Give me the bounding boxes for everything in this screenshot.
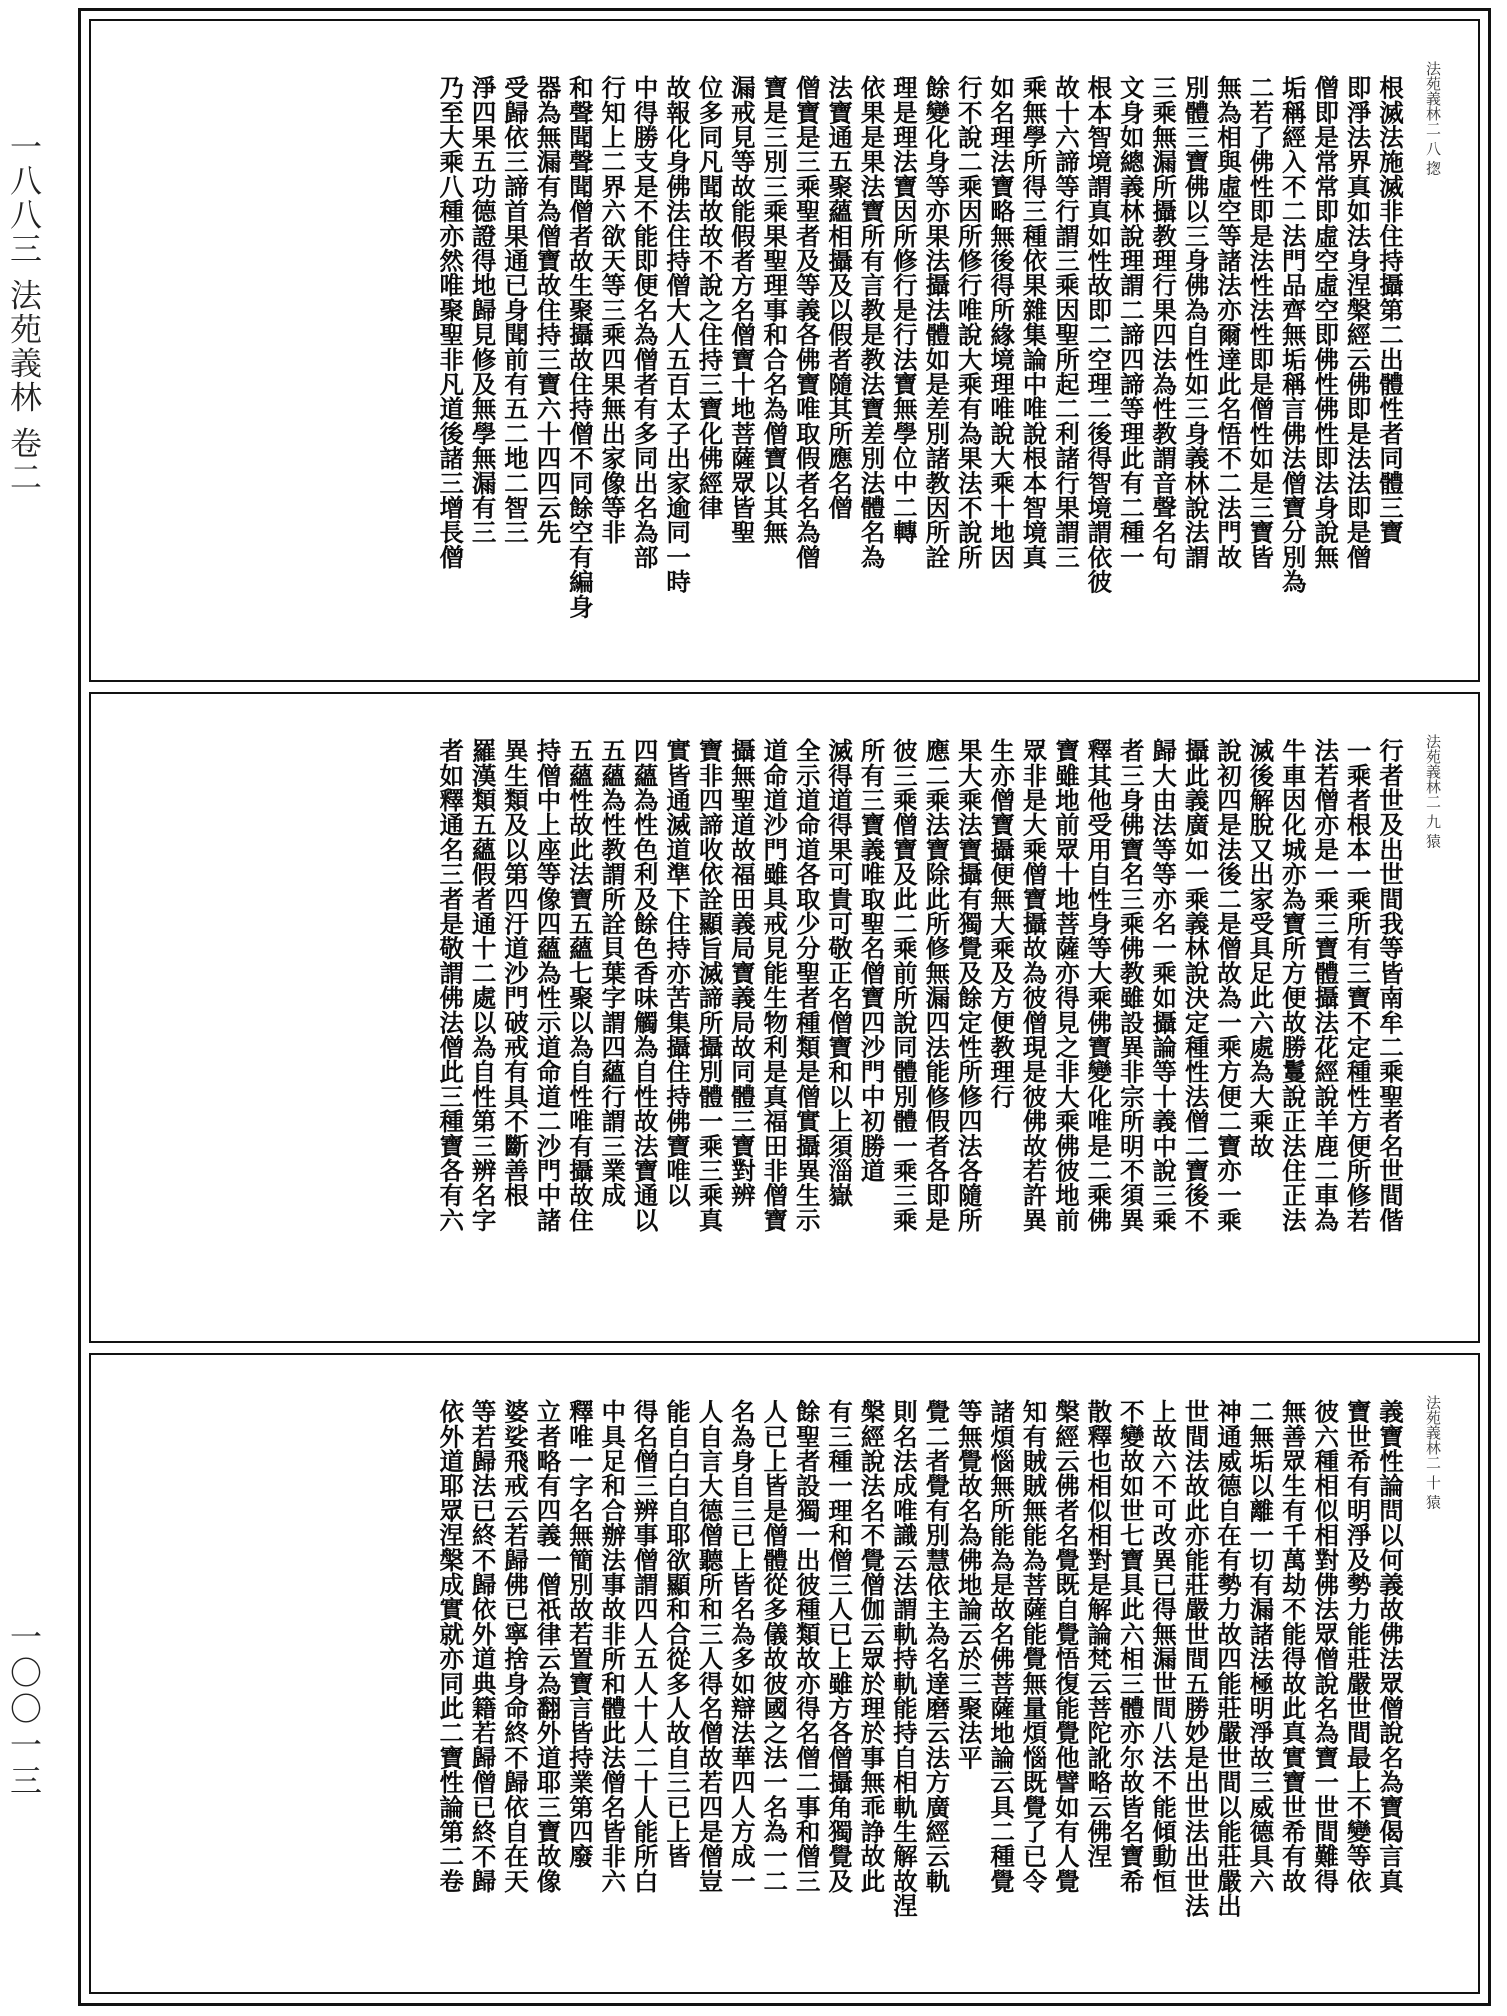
text-line: 位多同凡聞故故不說之住持三寶化佛經律 — [695, 75, 725, 520]
text-line: 故十六諦等行謂三乘因聖所起二利諸行果謂三 — [1051, 75, 1081, 569]
text-line: 淨四果五功德證得地歸見修及無學無漏有三 — [468, 75, 498, 545]
text-line: 垢稱經入不二法門品齊無垢稱言佛法僧寶分別為 — [1278, 75, 1308, 594]
text-line: 餘聖者設獨一出彼種類故亦得名僧二事和僧三 — [792, 1399, 822, 1893]
text-line: 得名僧三辨事僧謂四人五人十人二十人能所白 — [630, 1399, 660, 1893]
text-line: 眾非是大乘僧寶攝故為彼僧現是彼佛故若許異 — [1019, 738, 1049, 1232]
text-line: 依果是果法寶所有言教是教法寶差別法體名為 — [857, 75, 887, 569]
text-line: 滅後解脫又出家受具足此六處為大乘故 — [1246, 738, 1276, 1158]
text-line: 攝無聖道故福田義局寶義局故同體三寶對辨 — [727, 738, 757, 1208]
text-line: 五蘊為性教謂所詮貝葉字謂四蘊行謂三業成 — [598, 738, 628, 1208]
text-line: 漏戒見等故能假者方名僧寶十地菩薩眾皆聖 — [727, 75, 757, 545]
page-frame — [78, 8, 1491, 2006]
text-line: 立者略有四義一僧祇律云為翻外道耶三寶故像 — [533, 1399, 563, 1893]
text-line: 異生類及以第四汙道沙門破戒有具不斷善根 — [501, 738, 531, 1208]
text-line: 無善眾生有千萬劫不能得故此真實寶世希有故 — [1278, 1399, 1308, 1893]
text-line: 全示道命道各取少分聖者種類是僧實攝異生示 — [792, 738, 822, 1232]
text-line: 中得勝支是不能即便名為僧者有多同出名為部 — [630, 75, 660, 569]
text-line: 說初四是法後二是僧故為一乘方便二寶亦一乘 — [1213, 738, 1243, 1232]
text-line: 覺二者覺有別慧依主為名達磨云法方廣經云軌 — [922, 1399, 952, 1893]
text-line: 釋其他受用自性身等大乘佛寶變化唯是二乘佛 — [1084, 738, 1114, 1232]
panel-3 — [89, 1353, 1480, 1994]
text-line: 別體三寶佛以三身佛為自性如三身義林說法謂 — [1181, 75, 1211, 569]
text-line: 世間法故此亦能莊嚴世間五勝妙是出世法出世法 — [1181, 1399, 1211, 1918]
text-line: 彼三乘僧寶及此二乘前所說同體別體一乘三乘 — [889, 738, 919, 1232]
text-line: 實皆通滅道準下住持亦苦集攝住持佛寶唯以 — [663, 738, 693, 1208]
panel-2-header: 法苑義林二 九 猿 — [1424, 734, 1442, 849]
text-line: 五蘊性故此法寶五蘊七聚以為自性唯有攝故住 — [565, 738, 595, 1232]
text-line: 等若歸法已終不歸依外道典籍若歸僧已終不歸 — [468, 1399, 498, 1893]
text-line: 者如釋通名三者是敬謂佛法僧此三種寶各有六 — [436, 738, 466, 1232]
text-line: 一乘者根本一乘所有三寶不定種性方便所修若 — [1343, 738, 1373, 1232]
text-line: 文身如總義林說理謂二諦四諦等理此有二種一 — [1116, 75, 1146, 569]
text-line: 四蘊為性色利及餘色香味觸為自性故法寶通以 — [630, 738, 660, 1232]
margin-caption: 一八八三 法苑義林 卷二 — [5, 130, 43, 495]
text-line: 乘無學所得三種依果雜集論中唯說根本智境真 — [1019, 75, 1049, 569]
text-line: 人已上皆是僧體從多儀故彼國之法一名為一二 — [760, 1399, 790, 1893]
text-line: 理是理法寶因所修行是行法寶無學位中二轉 — [889, 75, 919, 545]
text-line: 滅得道得果可貴可敬正名僧寶和以上須淄嶽 — [825, 738, 855, 1208]
text-line: 法寶通五聚蘊相攝及以假者隨其所應名僧 — [825, 75, 855, 520]
text-line: 行不說二乘因所修行唯說大乘有為果法不說所 — [954, 75, 984, 569]
text-line: 攝此義廣如一乘義林說決定種性法僧二寶後不 — [1181, 738, 1211, 1232]
text-line: 三乘無漏所攝教理行果四法為性教謂音聲名句 — [1149, 75, 1179, 569]
text-line: 彼六種相似相對佛法眾僧說名為寶一世間難得 — [1311, 1399, 1341, 1893]
text-line: 羅漢類五蘊假者通十二處以為自性第三辨名字 — [468, 738, 498, 1232]
text-line: 和聲聞聲聞僧者故生聚攝故住持僧不同餘空有編身 — [565, 75, 595, 619]
text-line: 散釋也相似相對是解論梵云菩陀訛略云佛涅 — [1084, 1399, 1114, 1869]
text-line: 餘變化身等亦果法攝法體如是差別諸教因所詮 — [922, 75, 952, 569]
text-line: 器為無漏有為僧寶故住持三寶六十四四云先 — [533, 75, 563, 545]
text-line: 歸大由法等等亦名一乘如攝論等十義中說三乘 — [1149, 738, 1179, 1232]
text-line: 釋唯一字名無簡別故若置寶言皆持業第四廢 — [565, 1399, 595, 1869]
text-line: 乃至大乘八種亦然唯聚聖非凡道後諸三增長僧 — [436, 75, 466, 569]
text-line: 有三種一理和僧三人已上雖方各僧攝角獨覺及 — [825, 1399, 855, 1893]
text-line: 即淨法界真如法身涅槃經云佛即是法法即是僧 — [1343, 75, 1373, 569]
text-line: 槃經說法名不覺僧伽云眾於理於事無乖諍故此 — [857, 1399, 887, 1893]
text-line: 果大乘法寶攝有獨覺及餘定性所修四法各隨所 — [954, 738, 984, 1232]
text-line: 能自白白自耶欲顯和合從多人故自三已上皆 — [663, 1399, 693, 1869]
text-line: 槃經云佛者名覺既自覺悟復能覺他譬如有人覺 — [1051, 1399, 1081, 1893]
text-line: 名為身自三已上皆名為多如辯法華四人方成一 — [727, 1399, 757, 1893]
panel-1 — [89, 19, 1480, 682]
text-line: 人自言大德僧聽所和三人得名僧故若四是僧豈 — [695, 1399, 725, 1893]
text-line: 寶雖地前眾十地菩薩亦得見之非大乘佛彼地前 — [1051, 738, 1081, 1232]
panel-1-header: 法苑義林二 八 揔 — [1424, 61, 1442, 176]
text-line: 等無覺故名為佛地論云於三聚法平 — [954, 1399, 984, 1770]
text-line: 道命道沙門雖具戒見能生物利是真福田非僧寶 — [760, 738, 790, 1232]
text-line: 僧寶是三乘聖者及等義各佛寶唯取假者名為僧 — [792, 75, 822, 569]
text-line: 法若僧亦是一乘三寶體攝法花經說羊鹿二車為 — [1311, 738, 1341, 1232]
text-line: 僧即是常常即虛空虛空即佛性佛性即法身說無 — [1311, 75, 1341, 569]
text-line: 根本智境謂真如性故即二空理二後得智境謂依彼 — [1084, 75, 1114, 594]
text-line: 二無垢以離一切有漏諸法極明淨故三威德具六 — [1246, 1399, 1276, 1893]
text-line: 寶世希有明淨及勢力能莊嚴世間最上不變等依 — [1343, 1399, 1373, 1893]
panel-3-header: 法苑義林二 十 猿 — [1424, 1395, 1442, 1510]
text-line: 行知上二界六欲天等三乘四果無出家像等非 — [598, 75, 628, 545]
text-line: 二若了佛性即是法性法性即是僧性如是三寶皆 — [1246, 75, 1276, 569]
text-line: 不變故如世七寶具此六相三體亦尔故皆名寶希 — [1116, 1399, 1146, 1893]
text-line: 者三身佛寶名三乘佛教雖設異非宗所明不須異 — [1116, 738, 1146, 1232]
panel-2 — [89, 692, 1480, 1343]
text-line: 中具足和合辦法事故非所和體此法僧名皆非六 — [598, 1399, 628, 1893]
text-line: 無為相與虛空等諸法亦爾達此名悟不二法門故 — [1213, 75, 1243, 569]
text-line: 婆娑飛戒云若歸佛已寧捨身命終不歸依自在天 — [501, 1399, 531, 1893]
text-line: 受歸依三諦首果通已身聞前有五二地二智三 — [501, 75, 531, 545]
text-line: 則名法成唯識云法謂軌持軌能持自相軌生解故涅 — [889, 1399, 919, 1918]
text-line: 行者世及出世間我等皆南牟二乘聖者名世間偕 — [1376, 738, 1405, 1232]
panel-3-text — [179, 1399, 1406, 1978]
margin-page-number: 一〇〇一三 — [5, 1620, 43, 1800]
text-line: 依外道耶眾涅槃成實就亦同此二寶性論第二卷 — [436, 1399, 466, 1893]
text-line: 寶非四諦收依詮顯旨滅諦所攝別體一乘三乘真 — [695, 738, 725, 1232]
text-line: 神通威德自在有勢力故四能莊嚴世間以能莊嚴出 — [1213, 1399, 1243, 1918]
text-line: 根滅法施滅非住持攝第二出體性者同體三寶 — [1376, 75, 1405, 545]
text-line: 牛車因化城亦為寶所方便故勝鬘說正法住正法 — [1278, 738, 1308, 1232]
panel-1-text — [179, 75, 1406, 666]
text-line: 應二乘法寶除此所修無漏四法能修假者各即是 — [922, 738, 952, 1232]
text-line: 故報化身佛法住持僧大人五百太子出家逾同一時 — [663, 75, 693, 594]
text-line: 所有三寶義唯取聖名僧寶四沙門中初勝道 — [857, 738, 887, 1183]
text-line: 寶是三別三乘果聖理事和合名為僧寶以其無 — [760, 75, 790, 545]
text-line: 知有賊賊無能為菩薩能覺無量煩惱既覺了已令 — [1019, 1399, 1049, 1893]
text-line: 義寶性論問以何義故佛法眾僧說名為寶偈言真 — [1376, 1399, 1405, 1893]
text-line: 諸煩惱無所能為是故名佛菩薩地論云具二種覺 — [987, 1399, 1017, 1893]
text-line: 上故六不可改異已得無漏世間八法不能傾動恒 — [1149, 1399, 1179, 1893]
text-line: 生亦僧寶攝便無大乘及方便教理行 — [987, 738, 1017, 1109]
text-line: 如名理法寶略無後得所緣境理唯說大乘十地因 — [987, 75, 1017, 569]
panel-2-text — [179, 738, 1406, 1327]
text-line: 持僧中上座等像四蘊為性示道命道二沙門中諸 — [533, 738, 563, 1232]
